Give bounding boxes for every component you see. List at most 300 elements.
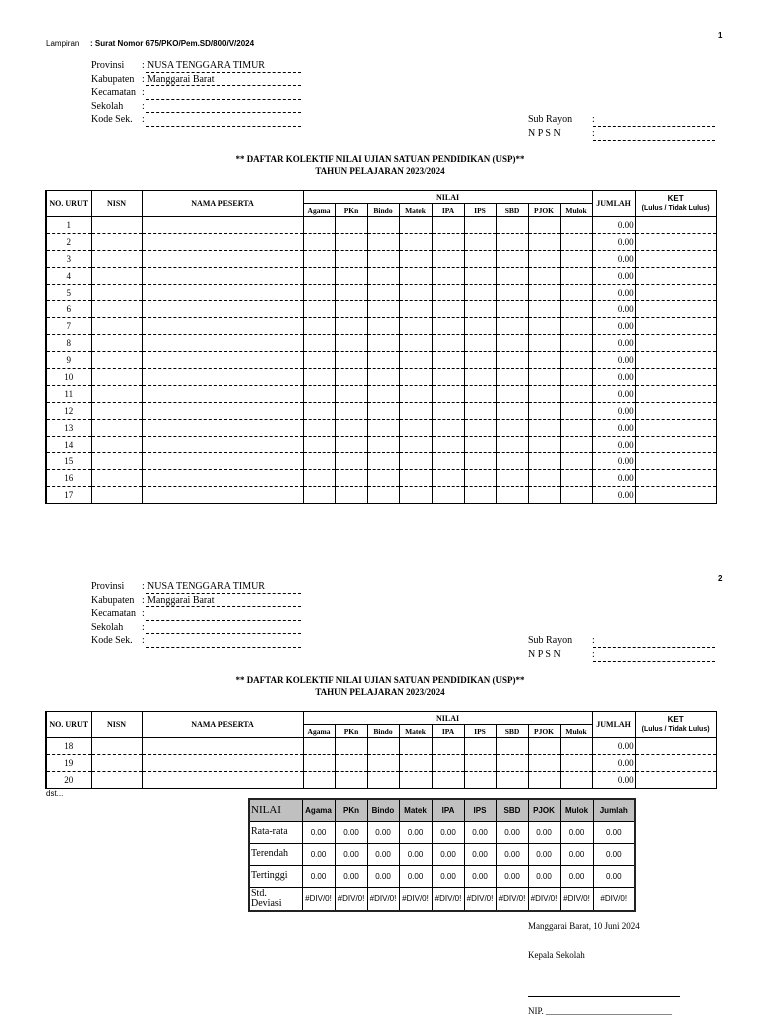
summary-header: [249, 799, 635, 821]
field-label: Sekolah: [91, 100, 124, 112]
field-label: Sub Rayon: [528, 114, 573, 125]
subject-header-sbd: SBD: [496, 204, 528, 217]
summary-header-sbd: SBD: [496, 799, 528, 821]
nisn-cell: [91, 402, 142, 419]
score-cell-pkn: [335, 402, 367, 419]
score-cell-agama: [303, 352, 335, 369]
ket-cell: [635, 267, 716, 284]
summary-header-bindo: Bindo: [367, 799, 399, 821]
table-header: [46, 712, 716, 738]
field-label: N P S N: [528, 649, 561, 660]
score-cell-matek: [399, 352, 432, 369]
score-cell-agama: [303, 771, 335, 788]
nisn-cell: [91, 369, 142, 386]
score-cell-mulok: [560, 470, 592, 487]
identity-row-kecamatan: [91, 87, 303, 101]
score-cell-mulok: [560, 369, 592, 386]
table-body: [46, 738, 716, 789]
row-number: 15: [46, 453, 91, 470]
field-colon: :: [142, 100, 145, 112]
ket-cell: [635, 250, 716, 267]
score-cell-mulok: [560, 754, 592, 771]
field-row-n-p-s-n: [528, 128, 716, 142]
nisn-header: NISN: [91, 191, 142, 217]
field-row-sub-rayon: [528, 635, 716, 649]
summary-value-ipa: 0.00: [432, 865, 464, 887]
summary-header-matek: Matek: [399, 799, 432, 821]
nilai-header: NILAI: [303, 191, 592, 204]
score-cell-sbd: [496, 754, 528, 771]
row-number: 10: [46, 369, 91, 386]
score-cell-bindo: [367, 487, 399, 504]
score-cell-mulok: [560, 267, 592, 284]
row-number: 17: [46, 487, 91, 504]
score-cell-sbd: [496, 284, 528, 301]
subject-header-pjok: PJOK: [528, 204, 560, 217]
summary-value-pjok: 0.00: [528, 843, 560, 865]
subject-header-pjok: PJOK: [528, 725, 560, 738]
score-cell-pjok: [528, 284, 560, 301]
field-value: NUSA TENGGARA TIMUR: [146, 60, 301, 73]
score-cell-agama: [303, 470, 335, 487]
score-cell-agama: [303, 318, 335, 335]
score-cell-ipa: [432, 301, 464, 318]
score-cell-agama: [303, 335, 335, 352]
ket-cell: [635, 217, 716, 234]
score-cell-ipa: [432, 453, 464, 470]
score-cell-matek: [399, 436, 432, 453]
nama-peserta-cell: [142, 402, 303, 419]
score-cell-mulok: [560, 385, 592, 402]
identity-row-sekolah: [91, 622, 303, 636]
summary-value-pjok: 0.00: [528, 865, 560, 887]
field-value: [146, 622, 301, 635]
summary-value-ips: 0.00: [464, 865, 496, 887]
table-row: [46, 470, 716, 487]
nama-peserta-cell: [142, 754, 303, 771]
subject-header-matek: Matek: [399, 204, 432, 217]
field-colon: :: [142, 73, 145, 85]
score-cell-pkn: [335, 335, 367, 352]
identity-row-provinsi: [91, 60, 303, 74]
summary-row-label: [249, 865, 302, 887]
summary-value-sbd: #DIV/0!: [496, 887, 528, 911]
score-cell-bindo: [367, 267, 399, 284]
jumlah-cell: 0.00: [592, 385, 635, 402]
summary-row-terendah: [249, 843, 635, 865]
score-cell-sbd: [496, 738, 528, 755]
ket-cell: [635, 301, 716, 318]
score-cell-pkn: [335, 771, 367, 788]
summary-value-jumlah: 0.00: [593, 821, 635, 843]
identity-row-kabupaten: [91, 595, 303, 609]
score-cell-ips: [464, 436, 496, 453]
score-cell-mulok: [560, 402, 592, 419]
field-label: N P S N: [528, 128, 561, 139]
nama-peserta-cell: [142, 284, 303, 301]
score-cell-matek: [399, 301, 432, 318]
score-cell-agama: [303, 754, 335, 771]
nama-peserta-cell: [142, 335, 303, 352]
score-cell-matek: [399, 217, 432, 234]
score-cell-mulok: [560, 250, 592, 267]
no-urut-header: NO. URUT: [46, 712, 91, 738]
summary-value-mulok: 0.00: [560, 843, 593, 865]
page-number: 2: [718, 574, 723, 583]
subject-header-mulok: Mulok: [560, 725, 592, 738]
nama-peserta-header: NAMA PESERTA: [142, 191, 303, 217]
score-cell-pkn: [335, 267, 367, 284]
field-colon: :: [142, 594, 145, 606]
identity-row-kode-sek: [91, 114, 303, 128]
score-cell-matek: [399, 385, 432, 402]
row-number: 14: [46, 436, 91, 453]
summary-value-jumlah: 0.00: [593, 865, 635, 887]
nisn-cell: [91, 301, 142, 318]
row-number: 13: [46, 419, 91, 436]
score-cell-pkn: [335, 487, 367, 504]
jumlah-cell: 0.00: [592, 335, 635, 352]
field-value: [593, 128, 715, 141]
score-cell-ips: [464, 402, 496, 419]
score-cell-sbd: [496, 352, 528, 369]
summary-body: [249, 821, 635, 911]
nama-peserta-cell: [142, 318, 303, 335]
table-row: [46, 402, 716, 419]
row-label-text: Std. Deviasi: [251, 887, 282, 909]
field-colon: :: [142, 635, 145, 646]
score-cell-pjok: [528, 738, 560, 755]
summary-row-rata-rata: [249, 821, 635, 843]
summary-value-bindo: 0.00: [367, 865, 399, 887]
summary-value-mulok: #DIV/0!: [560, 887, 593, 911]
field-colon: :: [142, 60, 145, 71]
summary-header-row: [249, 799, 635, 821]
score-cell-mulok: [560, 233, 592, 250]
score-cell-matek: [399, 754, 432, 771]
score-cell-matek: [399, 250, 432, 267]
signature-role: Kepala Sekolah: [528, 950, 585, 960]
field-row-sub-rayon: [528, 114, 716, 128]
score-cell-bindo: [367, 284, 399, 301]
score-cell-sbd: [496, 436, 528, 453]
subject-header-agama: Agama: [303, 204, 335, 217]
ket-cell: [635, 754, 716, 771]
score-cell-ipa: [432, 419, 464, 436]
score-cell-sbd: [496, 335, 528, 352]
nama-peserta-cell: [142, 419, 303, 436]
no-urut-header: NO. URUT: [46, 191, 91, 217]
summary-value-sbd: 0.00: [496, 821, 528, 843]
score-cell-matek: [399, 284, 432, 301]
jumlah-cell: 0.00: [592, 738, 635, 755]
score-cell-matek: [399, 233, 432, 250]
score-cell-bindo: [367, 217, 399, 234]
jumlah-header: JUMLAH: [592, 712, 635, 738]
score-cell-pkn: [335, 352, 367, 369]
score-cell-ips: [464, 470, 496, 487]
ket-label: KET: [667, 194, 684, 203]
jumlah-cell: 0.00: [592, 453, 635, 470]
signature-place-date: Manggarai Barat, 10 Juni 2024: [528, 921, 640, 931]
row-number: 5: [46, 284, 91, 301]
score-cell-ips: [464, 352, 496, 369]
score-cell-bindo: [367, 453, 399, 470]
table-row: [46, 385, 716, 402]
jumlah-cell: 0.00: [592, 487, 635, 504]
nama-peserta-cell: [142, 470, 303, 487]
summary-value-sbd: 0.00: [496, 865, 528, 887]
title-line: ** DAFTAR KOLEKTIF NILAI UJIAN SATUAN PENDIDIKAN (USP)**: [235, 675, 525, 685]
field-value: [146, 608, 301, 621]
score-cell-bindo: [367, 233, 399, 250]
score-cell-agama: [303, 419, 335, 436]
score-cell-ipa: [432, 402, 464, 419]
score-cell-mulok: [560, 419, 592, 436]
summary-value-ips: 0.00: [464, 821, 496, 843]
score-cell-matek: [399, 487, 432, 504]
score-cell-ips: [464, 453, 496, 470]
score-cell-agama: [303, 385, 335, 402]
field-colon: :: [142, 114, 145, 125]
score-cell-agama: [303, 487, 335, 504]
score-cell-sbd: [496, 250, 528, 267]
score-cell-sbd: [496, 419, 528, 436]
field-label: Kabupaten: [91, 594, 135, 606]
score-cell-mulok: [560, 352, 592, 369]
score-cell-agama: [303, 369, 335, 386]
subject-header-sbd: SBD: [496, 725, 528, 738]
score-cell-pkn: [335, 436, 367, 453]
nisn-cell: [91, 754, 142, 771]
subject-header-pkn: PKn: [335, 725, 367, 738]
row-number: 11: [46, 385, 91, 402]
row-number: 4: [46, 267, 91, 284]
summary-value-agama: 0.00: [302, 865, 335, 887]
field-value: [593, 114, 715, 127]
score-cell-ips: [464, 771, 496, 788]
continuation-note: dst...: [46, 789, 64, 798]
summary-value-pjok: #DIV/0!: [528, 887, 560, 911]
score-cell-bindo: [367, 771, 399, 788]
nama-peserta-cell: [142, 369, 303, 386]
summary-value-matek: #DIV/0!: [399, 887, 432, 911]
lampiran-line: [46, 39, 254, 49]
header-row-top: [46, 191, 716, 204]
summary-value-bindo: #DIV/0!: [367, 887, 399, 911]
ket-sublabel: (Lulus / Tidak Lulus): [641, 726, 710, 733]
summary-value-ipa: 0.00: [432, 843, 464, 865]
score-cell-sbd: [496, 318, 528, 335]
field-value: [146, 114, 301, 127]
score-cell-ipa: [432, 369, 464, 386]
identity-row-kode-sek: [91, 635, 303, 649]
field-colon: :: [592, 649, 595, 660]
score-cell-agama: [303, 301, 335, 318]
score-cell-bindo: [367, 470, 399, 487]
field-label: Kecamatan: [91, 608, 136, 619]
score-cell-ips: [464, 267, 496, 284]
score-cell-bindo: [367, 352, 399, 369]
score-cell-bindo: [367, 754, 399, 771]
field-label: Provinsi: [91, 581, 125, 592]
nama-peserta-cell: [142, 250, 303, 267]
row-label-text: Tertinggi: [251, 870, 288, 881]
ket-cell: [635, 771, 716, 788]
lampiran-label: Lampiran: [46, 39, 80, 48]
score-cell-mulok: [560, 335, 592, 352]
summary-value-pkn: 0.00: [335, 843, 367, 865]
score-cell-pjok: [528, 250, 560, 267]
score-cell-ips: [464, 284, 496, 301]
nama-peserta-cell: [142, 301, 303, 318]
nama-peserta-cell: [142, 233, 303, 250]
nisn-cell: [91, 436, 142, 453]
table-row: [46, 233, 716, 250]
field-colon: :: [592, 128, 595, 139]
summary-header-agama: Agama: [302, 799, 335, 821]
row-number: 9: [46, 352, 91, 369]
score-cell-pjok: [528, 470, 560, 487]
score-cell-pkn: [335, 419, 367, 436]
jumlah-cell: 0.00: [592, 470, 635, 487]
score-cell-matek: [399, 369, 432, 386]
row-number: 8: [46, 335, 91, 352]
score-cell-pjok: [528, 385, 560, 402]
nama-peserta-cell: [142, 436, 303, 453]
table-row: [46, 318, 716, 335]
school-identity: [91, 581, 303, 649]
ket-cell: [635, 487, 716, 504]
ket-sublabel: (Lulus / Tidak Lulus): [641, 205, 710, 212]
score-cell-pjok: [528, 402, 560, 419]
row-number: 20: [46, 771, 91, 788]
nisn-cell: [91, 771, 142, 788]
score-cell-matek: [399, 267, 432, 284]
jumlah-cell: 0.00: [592, 318, 635, 335]
score-cell-agama: [303, 284, 335, 301]
score-cell-matek: [399, 470, 432, 487]
score-cell-ips: [464, 754, 496, 771]
score-cell-sbd: [496, 771, 528, 788]
subtitle-line: TAHUN PELAJARAN 2023/2024: [315, 166, 445, 176]
ket-cell: [635, 738, 716, 755]
score-cell-pjok: [528, 217, 560, 234]
table-row: [46, 369, 716, 386]
jumlah-cell: 0.00: [592, 436, 635, 453]
score-cell-pkn: [335, 301, 367, 318]
ket-cell: [635, 284, 716, 301]
score-cell-ips: [464, 487, 496, 504]
subject-header-ipa: IPA: [432, 204, 464, 217]
score-cell-mulok: [560, 738, 592, 755]
score-cell-pjok: [528, 754, 560, 771]
ket-cell: [635, 335, 716, 352]
field-label: Kode Sek.: [91, 114, 133, 125]
score-cell-matek: [399, 419, 432, 436]
score-cell-mulok: [560, 453, 592, 470]
score-cell-matek: [399, 335, 432, 352]
identity-row-kecamatan: [91, 608, 303, 622]
nisn-header: NISN: [91, 712, 142, 738]
score-cell-ips: [464, 250, 496, 267]
subject-header-bindo: Bindo: [367, 725, 399, 738]
subtitle-line: TAHUN PELAJARAN 2023/2024: [315, 687, 445, 697]
row-number: 3: [46, 250, 91, 267]
ket-cell: [635, 436, 716, 453]
summary-header-jumlah: Jumlah: [593, 799, 635, 821]
score-cell-ipa: [432, 470, 464, 487]
score-cell-pjok: [528, 419, 560, 436]
score-cell-agama: [303, 217, 335, 234]
summary-value-pkn: #DIV/0!: [335, 887, 367, 911]
subject-header-pkn: PKn: [335, 204, 367, 217]
field-colon: :: [592, 635, 595, 646]
sheet-title: [45, 153, 715, 177]
rayon-fields: [528, 114, 716, 142]
score-cell-sbd: [496, 233, 528, 250]
score-cell-matek: [399, 318, 432, 335]
ket-cell: [635, 419, 716, 436]
nama-peserta-cell: [142, 738, 303, 755]
jumlah-cell: 0.00: [592, 233, 635, 250]
score-cell-pkn: [335, 233, 367, 250]
summary-value-bindo: 0.00: [367, 843, 399, 865]
ket-cell: [635, 233, 716, 250]
score-cell-agama: [303, 233, 335, 250]
summary-value-pkn: 0.00: [335, 865, 367, 887]
table-row: [46, 436, 716, 453]
table-row: [46, 250, 716, 267]
nama-peserta-cell: [142, 385, 303, 402]
ket-cell: [635, 402, 716, 419]
score-cell-pjok: [528, 369, 560, 386]
summary-value-pkn: 0.00: [335, 821, 367, 843]
nisn-cell: [91, 385, 142, 402]
score-cell-ips: [464, 335, 496, 352]
summary-value-bindo: 0.00: [367, 821, 399, 843]
score-cell-pkn: [335, 369, 367, 386]
subject-header-ipa: IPA: [432, 725, 464, 738]
ket-cell: [635, 385, 716, 402]
score-cell-pjok: [528, 233, 560, 250]
table-row: [46, 771, 716, 788]
summary-value-agama: 0.00: [302, 843, 335, 865]
score-cell-bindo: [367, 250, 399, 267]
score-cell-bindo: [367, 402, 399, 419]
row-number: 12: [46, 402, 91, 419]
score-cell-pkn: [335, 284, 367, 301]
nama-peserta-cell: [142, 453, 303, 470]
nisn-cell: [91, 419, 142, 436]
row-number: 6: [46, 301, 91, 318]
nisn-cell: [91, 217, 142, 234]
score-cell-pjok: [528, 335, 560, 352]
summary-value-matek: 0.00: [399, 865, 432, 887]
jumlah-cell: 0.00: [592, 771, 635, 788]
score-cell-pkn: [335, 385, 367, 402]
summary-value-mulok: 0.00: [560, 865, 593, 887]
score-cell-matek: [399, 738, 432, 755]
jumlah-cell: 0.00: [592, 352, 635, 369]
field-label: Sub Rayon: [528, 635, 573, 646]
table-row: [46, 352, 716, 369]
jumlah-cell: 0.00: [592, 250, 635, 267]
score-cell-ipa: [432, 771, 464, 788]
summary-row-tertinggi: [249, 865, 635, 887]
subject-header-ips: IPS: [464, 204, 496, 217]
score-cell-mulok: [560, 301, 592, 318]
